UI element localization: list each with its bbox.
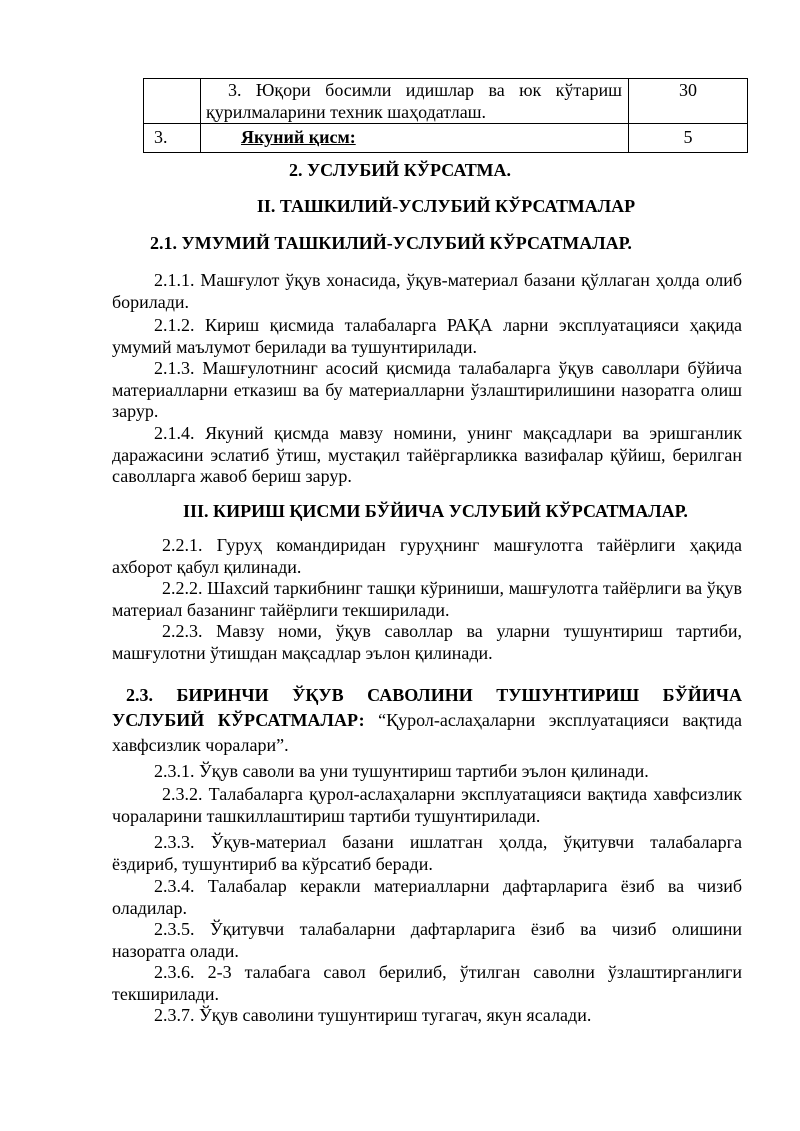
paragraph-2-1-3: 2.1.3. Машғулотнинг асосий қисмида талабаларга ўқув саволлари бўйича материалларни етказиш ва бу материалларни ўзлаштирилишини назоратга олиш зарур.: [112, 358, 742, 421]
heading-organizational-guidance: II. ТАШКИЛИЙ-УСЛУБИЙ КЎРСАТМАЛАР: [256, 196, 636, 216]
section-2-3-heading: [112, 683, 742, 758]
paragraph-2-1-1: 2.1.1. Машғулот ўқув хонасида, ўқув-материал базани қўллаган ҳолда олиб борилади.: [112, 270, 742, 312]
table-cell-number: 3.: [144, 124, 201, 153]
paragraph-2-3-5: 2.3.5. Ўқитувчи талабаларни дафтарларига ёзиб ва чизиб олишини назоратга олади.: [112, 919, 742, 961]
paragraph-2-2-1: 2.2.1. Гуруҳ командиридан гуруҳнинг машғулотга тайёрлиги ҳақида ахборот қабул қилинади.: [112, 535, 742, 577]
table-cell-topic: [201, 79, 629, 124]
heading-intro-part: III. КИРИШ ҚИСМИ БЎЙИЧА УСЛУБИЙ КЎРСАТМАЛАР.: [183, 501, 688, 521]
paragraph-2-3-7: 2.3.7. Ўқув саволини тушунтириш тугагач, якун ясалади.: [154, 1005, 592, 1025]
paragraph-2-3-6: 2.3.6. 2-3 талабага савол берилиб, ўтилган саволни ўзлаштирганлиги текширилади.: [112, 962, 742, 1004]
table-cell-hours: 30: [629, 79, 748, 124]
topic-line-2: қурилмаларини техник шаҳодатлаш.: [206, 102, 487, 122]
table-cell-number: [144, 79, 201, 124]
heading-methodical-guidance: 2. УСЛУБИЙ КЎРСАТМА.: [288, 160, 512, 180]
paragraph-2-1-4: 2.1.4. Якуний қисмда мавзу номини, унинг мақсадлари ва эришганлик даражасини эслатиб ўтиш, мустақил тайёргарликка вазифалар қўйиш, берилган саволларга жавоб бериш зарур.: [112, 423, 742, 486]
paragraph-2-2-3: 2.2.3. Мавзу номи, ўқув саволлар ва уларни тушунтириш тартиби, машғулотни ўтишдан мақсадлар эълон қилинади.: [112, 621, 742, 663]
paragraph-2-2-2: 2.2.2. Шахсий таркибнинг ташқи кўриниши, машғулотга тайёрлиги ва ўқув материал базанинг тайёрлиги текширилади.: [112, 578, 742, 620]
section-2-3-topic: “Қурол-аслаҳаларни эксплуатацияси вақтида хавфсизлик чоралари”.: [112, 710, 743, 755]
section-2-3-title: 2.3. БИРИНЧИ ЎҚУВ САВОЛИНИ ТУШУНТИРИШ БЎЙИЧА УСЛУБИЙ КЎРСАТМАЛАР:: [112, 685, 742, 730]
topic-line-1: 3. Юқори босимли идишлар ва юк кўтариш: [228, 80, 622, 100]
table-cell-topic: Якуний қисм:: [201, 124, 629, 153]
lesson-plan-table: [143, 78, 748, 153]
paragraph-2-3-3: 2.3.3. Ўқув-материал базани ишлатган ҳолда, ўқитувчи талабаларга ёздириб, тушунтириб ва кўрсатиб беради.: [112, 832, 742, 874]
table-row: [144, 124, 748, 153]
paragraph-2-3-2: 2.3.2. Талабаларга қурол-аслаҳаларни эксплуатацияси вақтида хавфсизлик чораларини ташкиллаштириш тартиби тушунтирилади.: [112, 784, 742, 826]
paragraph-2-3-1: 2.3.1. Ўқув саволи ва уни тушунтириш тартиби эълон қилинади.: [154, 761, 649, 781]
table-cell-hours: 5: [629, 124, 748, 153]
paragraph-2-1-2: 2.1.2. Кириш қисмида талабаларга РАҚА ларни эксплуатацияси ҳақида умумий маълумот берилади ва тушунтирилади.: [112, 315, 742, 357]
paragraph-2-3-4: 2.3.4. Талабалар керакли материалларни дафтарларига ёзиб ва чизиб оладилар.: [112, 876, 742, 918]
table-row: [144, 79, 748, 124]
heading-general-guidance: 2.1. УМУМИЙ ТАШКИЛИЙ-УСЛУБИЙ КЎРСАТМАЛАР.: [150, 233, 632, 253]
